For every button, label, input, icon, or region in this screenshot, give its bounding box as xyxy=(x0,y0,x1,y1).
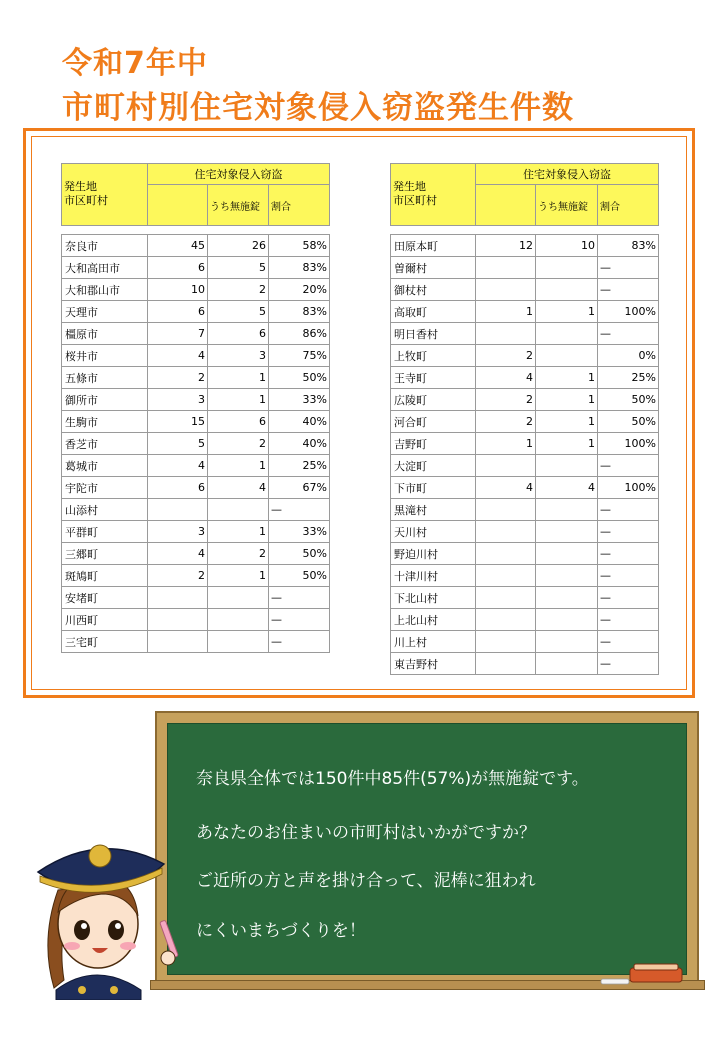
municipality-cell: 宇陀市 xyxy=(62,477,148,499)
header-area-line1: 発生地 xyxy=(393,180,426,193)
unlocked-cell: 2 xyxy=(208,543,269,565)
table-row xyxy=(391,433,659,455)
ratio-cell: — xyxy=(269,499,330,521)
unlocked-cell: 6 xyxy=(208,323,269,345)
unlocked-cell xyxy=(536,345,598,367)
total-cell: 4 xyxy=(476,477,536,499)
ratio-cell: 86% xyxy=(269,323,330,345)
municipality-cell: 下市町 xyxy=(391,477,476,499)
ratio-cell: 83% xyxy=(269,301,330,323)
table-row xyxy=(391,323,659,345)
table-row xyxy=(391,235,659,257)
municipality-cell: 三郷町 xyxy=(62,543,148,565)
unlocked-cell xyxy=(208,631,269,653)
municipality-cell: 大淀町 xyxy=(391,455,476,477)
unlocked-cell: 1 xyxy=(208,389,269,411)
ratio-cell: 100% xyxy=(598,477,659,499)
unlocked-cell: 1 xyxy=(208,367,269,389)
board-line-4: にくいまちづくりを！ xyxy=(196,921,366,941)
table-row xyxy=(391,301,659,323)
table-row xyxy=(62,521,330,543)
table-row xyxy=(391,653,659,675)
municipality-cell: 三宅町 xyxy=(62,631,148,653)
ratio-cell: 50% xyxy=(598,411,659,433)
total-cell: 4 xyxy=(476,367,536,389)
total-cell: 3 xyxy=(148,389,208,411)
unlocked-cell: 4 xyxy=(536,477,598,499)
ratio-cell: 50% xyxy=(269,565,330,587)
header-ratio: 割合 xyxy=(269,185,330,226)
ratio-cell: — xyxy=(598,521,659,543)
total-cell xyxy=(476,323,536,345)
municipality-cell: 川西町 xyxy=(62,609,148,631)
total-cell: 1 xyxy=(476,301,536,323)
ratio-cell: 83% xyxy=(269,257,330,279)
municipality-cell: 天川村 xyxy=(391,521,476,543)
table-row xyxy=(62,609,330,631)
unlocked-cell xyxy=(536,653,598,675)
table-row xyxy=(391,389,659,411)
table-row xyxy=(391,345,659,367)
unlocked-cell: 6 xyxy=(208,411,269,433)
ratio-cell: 50% xyxy=(269,367,330,389)
municipality-cell: 下北山村 xyxy=(391,587,476,609)
table-row xyxy=(391,565,659,587)
ratio-cell: 33% xyxy=(269,521,330,543)
table-row xyxy=(391,455,659,477)
total-cell xyxy=(476,543,536,565)
ratio-cell: 50% xyxy=(269,543,330,565)
municipality-cell: 野迫川村 xyxy=(391,543,476,565)
header-total-cell xyxy=(148,185,208,226)
left-table xyxy=(61,163,330,653)
police-officer-icon xyxy=(16,820,186,1000)
municipality-cell: 河合町 xyxy=(391,411,476,433)
table-row xyxy=(62,631,330,653)
total-cell: 2 xyxy=(476,411,536,433)
table-row xyxy=(62,587,330,609)
header-unlocked: うち無施錠 xyxy=(208,185,269,226)
total-cell: 4 xyxy=(148,543,208,565)
unlocked-cell xyxy=(536,565,598,587)
municipality-cell: 高取町 xyxy=(391,301,476,323)
total-cell xyxy=(476,587,536,609)
unlocked-cell xyxy=(208,499,269,521)
municipality-cell: 桜井市 xyxy=(62,345,148,367)
total-cell: 2 xyxy=(476,345,536,367)
municipality-cell: 平群町 xyxy=(62,521,148,543)
total-cell: 6 xyxy=(148,301,208,323)
table-row xyxy=(62,433,330,455)
table-row xyxy=(62,411,330,433)
ratio-cell: — xyxy=(598,653,659,675)
unlocked-cell: 10 xyxy=(536,235,598,257)
total-cell xyxy=(148,587,208,609)
ratio-cell: — xyxy=(598,543,659,565)
municipality-cell: 斑鳩町 xyxy=(62,565,148,587)
municipality-cell: 葛城市 xyxy=(62,455,148,477)
ratio-cell: — xyxy=(269,587,330,609)
ratio-cell: 67% xyxy=(269,477,330,499)
total-cell xyxy=(476,279,536,301)
total-cell xyxy=(476,653,536,675)
unlocked-cell xyxy=(536,543,598,565)
municipality-cell: 広陵町 xyxy=(391,389,476,411)
municipality-cell: 大和郡山市 xyxy=(62,279,148,301)
total-cell xyxy=(476,521,536,543)
unlocked-cell: 2 xyxy=(208,279,269,301)
eraser-icon xyxy=(628,962,686,984)
ratio-cell: 20% xyxy=(269,279,330,301)
table-row xyxy=(391,367,659,389)
table-row xyxy=(62,455,330,477)
municipality-cell: 曽爾村 xyxy=(391,257,476,279)
header-ratio: 割合 xyxy=(598,185,659,226)
ratio-cell: 75% xyxy=(269,345,330,367)
table-row xyxy=(391,279,659,301)
municipality-cell: 明日香村 xyxy=(391,323,476,345)
unlocked-cell: 2 xyxy=(208,433,269,455)
ratio-cell: — xyxy=(269,609,330,631)
table-row xyxy=(62,367,330,389)
header-unlocked: うち無施錠 xyxy=(536,185,598,226)
unlocked-cell xyxy=(208,609,269,631)
ratio-cell: 0% xyxy=(598,345,659,367)
table-row xyxy=(391,521,659,543)
header-area-cell xyxy=(391,164,476,226)
table-row xyxy=(62,565,330,587)
municipality-cell: 田原本町 xyxy=(391,235,476,257)
table-row xyxy=(391,631,659,653)
total-cell xyxy=(476,257,536,279)
unlocked-cell xyxy=(208,587,269,609)
table-row xyxy=(391,587,659,609)
municipality-cell: 川上村 xyxy=(391,631,476,653)
total-cell xyxy=(476,455,536,477)
municipality-cell: 橿原市 xyxy=(62,323,148,345)
municipality-cell: 大和高田市 xyxy=(62,257,148,279)
right-table xyxy=(390,163,659,675)
municipality-cell: 五條市 xyxy=(62,367,148,389)
unlocked-cell xyxy=(536,257,598,279)
total-cell: 45 xyxy=(148,235,208,257)
header-area-line1: 発生地 xyxy=(64,180,97,193)
total-cell xyxy=(476,631,536,653)
total-cell: 2 xyxy=(148,367,208,389)
blackboard xyxy=(155,711,699,987)
municipality-cell: 上牧町 xyxy=(391,345,476,367)
municipality-cell: 安堵町 xyxy=(62,587,148,609)
chalk-icon xyxy=(600,978,630,986)
table-row xyxy=(62,499,330,521)
ratio-cell: — xyxy=(598,499,659,521)
table-row xyxy=(62,389,330,411)
total-cell: 6 xyxy=(148,257,208,279)
table-row xyxy=(62,345,330,367)
municipality-cell: 黒滝村 xyxy=(391,499,476,521)
municipality-cell: 天理市 xyxy=(62,301,148,323)
ratio-cell: — xyxy=(598,455,659,477)
table-row xyxy=(391,543,659,565)
ratio-cell: 83% xyxy=(598,235,659,257)
header-area-line2: 市区町村 xyxy=(393,194,437,207)
municipality-cell: 山添村 xyxy=(62,499,148,521)
ratio-cell: 40% xyxy=(269,411,330,433)
unlocked-cell: 26 xyxy=(208,235,269,257)
table-row xyxy=(391,477,659,499)
board-line-2: あなたのお住まいの市町村はいかがですか？ xyxy=(196,823,536,843)
ratio-cell: 25% xyxy=(269,455,330,477)
header-total-cell xyxy=(476,185,536,226)
unlocked-cell: 1 xyxy=(208,521,269,543)
total-cell: 7 xyxy=(148,323,208,345)
header-area-cell xyxy=(62,164,148,226)
ratio-cell: 50% xyxy=(598,389,659,411)
ratio-cell: 58% xyxy=(269,235,330,257)
ratio-cell: — xyxy=(598,257,659,279)
total-cell: 4 xyxy=(148,345,208,367)
total-cell: 6 xyxy=(148,477,208,499)
unlocked-cell xyxy=(536,609,598,631)
board-line-3: ご近所の方と声を掛け合って、泥棒に狙われ xyxy=(196,871,536,891)
municipality-cell: 王寺町 xyxy=(391,367,476,389)
unlocked-cell xyxy=(536,499,598,521)
total-cell xyxy=(148,609,208,631)
ratio-cell: — xyxy=(598,587,659,609)
ratio-cell: 100% xyxy=(598,433,659,455)
ratio-cell: 40% xyxy=(269,433,330,455)
table-row xyxy=(62,235,330,257)
unlocked-cell: 5 xyxy=(208,301,269,323)
total-cell: 12 xyxy=(476,235,536,257)
ratio-cell: — xyxy=(598,609,659,631)
table-row xyxy=(391,411,659,433)
unlocked-cell xyxy=(536,279,598,301)
ratio-cell: — xyxy=(598,323,659,345)
table-row xyxy=(62,301,330,323)
municipality-cell: 十津川村 xyxy=(391,565,476,587)
total-cell: 15 xyxy=(148,411,208,433)
unlocked-cell: 3 xyxy=(208,345,269,367)
title-line-1: 令和7年中 xyxy=(62,46,208,81)
table-row xyxy=(391,609,659,631)
municipality-cell: 東吉野村 xyxy=(391,653,476,675)
table-row xyxy=(391,499,659,521)
unlocked-cell: 1 xyxy=(536,389,598,411)
unlocked-cell: 1 xyxy=(208,455,269,477)
ratio-cell: — xyxy=(598,279,659,301)
unlocked-cell xyxy=(536,521,598,543)
unlocked-cell: 1 xyxy=(536,367,598,389)
ratio-cell: 33% xyxy=(269,389,330,411)
unlocked-cell: 1 xyxy=(536,301,598,323)
municipality-cell: 上北山村 xyxy=(391,609,476,631)
total-cell xyxy=(148,631,208,653)
table-row xyxy=(62,543,330,565)
total-cell: 4 xyxy=(148,455,208,477)
ratio-cell: — xyxy=(598,631,659,653)
unlocked-cell xyxy=(536,631,598,653)
unlocked-cell: 4 xyxy=(208,477,269,499)
total-cell xyxy=(476,565,536,587)
municipality-cell: 奈良市 xyxy=(62,235,148,257)
total-cell: 2 xyxy=(148,565,208,587)
ratio-cell: — xyxy=(269,631,330,653)
municipality-cell: 吉野町 xyxy=(391,433,476,455)
unlocked-cell: 1 xyxy=(208,565,269,587)
board-line-1: 奈良県全体では150件中85件(57%)が無施錠です。 xyxy=(196,769,589,789)
municipality-cell: 御杖村 xyxy=(391,279,476,301)
total-cell xyxy=(476,609,536,631)
total-cell: 5 xyxy=(148,433,208,455)
total-cell: 10 xyxy=(148,279,208,301)
ratio-cell: — xyxy=(598,565,659,587)
total-cell xyxy=(148,499,208,521)
unlocked-cell xyxy=(536,323,598,345)
header-area-line2: 市区町村 xyxy=(64,194,108,207)
table-row xyxy=(391,257,659,279)
title-line-2: 市町村別住宅対象侵入窃盗発生件数 xyxy=(62,90,574,126)
total-cell: 2 xyxy=(476,389,536,411)
unlocked-cell: 1 xyxy=(536,433,598,455)
unlocked-cell xyxy=(536,587,598,609)
total-cell xyxy=(476,499,536,521)
header-top-label: 住宅対象侵入窃盗 xyxy=(148,164,330,185)
municipality-cell: 御所市 xyxy=(62,389,148,411)
table-row xyxy=(62,323,330,345)
unlocked-cell xyxy=(536,455,598,477)
ratio-cell: 25% xyxy=(598,367,659,389)
unlocked-cell: 5 xyxy=(208,257,269,279)
unlocked-cell: 1 xyxy=(536,411,598,433)
total-cell: 1 xyxy=(476,433,536,455)
total-cell: 3 xyxy=(148,521,208,543)
municipality-cell: 生駒市 xyxy=(62,411,148,433)
table-row xyxy=(62,279,330,301)
ratio-cell: 100% xyxy=(598,301,659,323)
municipality-cell: 香芝市 xyxy=(62,433,148,455)
header-top-label: 住宅対象侵入窃盗 xyxy=(476,164,659,185)
table-row xyxy=(62,477,330,499)
table-row xyxy=(62,257,330,279)
